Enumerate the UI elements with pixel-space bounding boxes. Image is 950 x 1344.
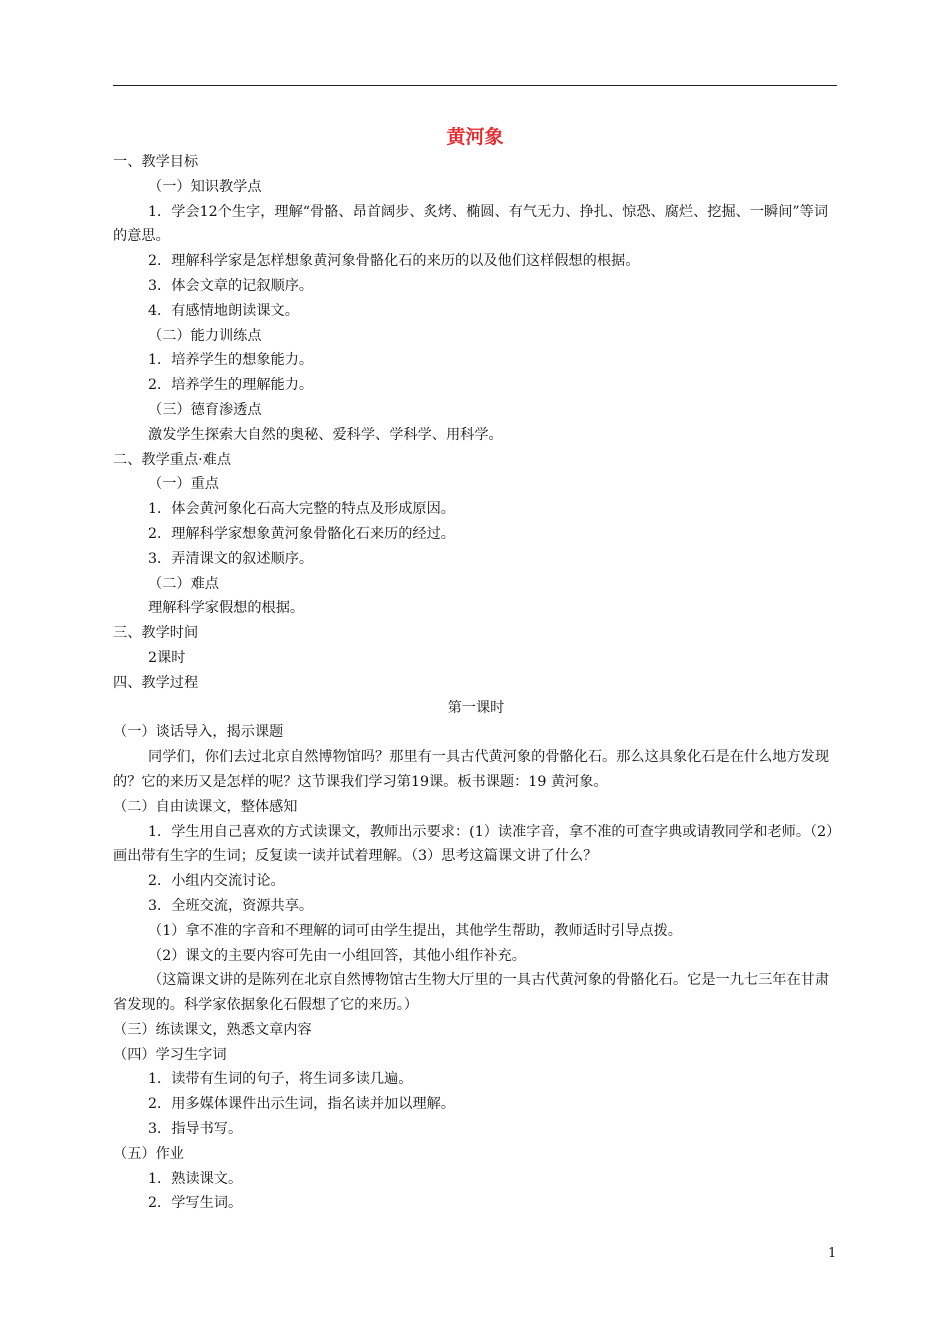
paragraph: 1．培养学生的想象能力。	[148, 352, 314, 369]
document-body	[113, 150, 839, 1216]
paragraph: 1．读带有生词的句子，将生词多读几遍。	[148, 1071, 413, 1088]
paragraph: 1．学会12个生字，理解“骨骼、昂首阔步、炙烤、椭圆、有气无力、挣扎、惊恐、腐烂、挖掘、一瞬间”等词的意思。	[113, 203, 829, 245]
section-subheading: 第一课时	[447, 699, 505, 716]
paragraph: 2．学写生词。	[148, 1195, 243, 1212]
heading: （三）练读课文，熟悉文章内容	[113, 1021, 312, 1038]
heading: （二）自由读课文，整体感知	[113, 798, 298, 815]
paragraph: 3．弄清课文的叙述顺序。	[148, 550, 314, 567]
heading: 三、教学时间	[113, 625, 199, 642]
paragraph: （一）知识教学点	[148, 178, 262, 195]
paragraph: （2）课文的主要内容可先由一小组回答，其他小组作补充。	[148, 947, 526, 964]
paragraph: 激发学生探索大自然的奥秘、爱科学、学科学、用科学。	[148, 426, 503, 443]
paragraph: 1．学生用自己喜欢的方式读课文，教师出示要求：(1）读准字音，拿不准的可查字典或请教同学和老师。（2）画出带有生字的生词；反复读一读并试着理解。（3）思考这篇课文讲了什么？	[113, 823, 834, 865]
heading: （一）谈话导入，揭示课题	[113, 724, 284, 741]
paragraph: （二）难点	[148, 575, 219, 592]
paragraph: 2课时	[148, 649, 186, 666]
paragraph: （三）德育渗透点	[148, 401, 262, 418]
heading: 四、教学过程	[113, 674, 199, 691]
header-rule	[113, 85, 837, 86]
paragraph: 2．理解科学家想象黄河象骨骼化石来历的经过。	[148, 525, 455, 542]
heading: 一、教学目标	[113, 154, 199, 170]
paragraph: （一）重点	[148, 476, 219, 493]
document-title: 黄河象	[446, 126, 504, 148]
paragraph: 4．有感情地朗读课文。	[148, 302, 299, 319]
paragraph: 1．熟读课文。	[148, 1170, 243, 1187]
paragraph: 同学们，你们去过北京自然博物馆吗？那里有一具古代黄河象的骨骼化石。那么这具象化石是在什么地方发现的？它的来历又是怎样的呢？这节课我们学习第19课。板书课题：19 黄河象。	[113, 749, 830, 790]
paragraph: 理解科学家假想的根据。	[148, 600, 305, 617]
paragraph: 3．体会文章的记叙顺序。	[148, 277, 314, 294]
paragraph: （二）能力训练点	[148, 327, 262, 344]
heading: （四）学习生字词	[113, 1046, 227, 1063]
heading: （五）作业	[113, 1145, 184, 1162]
page-number: 1	[828, 1246, 837, 1261]
paragraph: 2．用多媒体课件出示生词，指名读并加以理解。	[148, 1096, 455, 1113]
paragraph: （这篇课文讲的是陈列在北京自然博物馆古生物大厅里的一具古代黄河象的骨骼化石。它是一九七三年在甘肃省发现的。科学家依据象化石假想了它的来历。）	[113, 972, 830, 1014]
paragraph: 3．指导书写。	[148, 1121, 243, 1138]
paragraph: （1）拿不准的字音和不理解的词可由学生提出，其他学生帮助，教师适时引导点拨。	[148, 922, 682, 939]
paragraph: 2．培养学生的理解能力。	[148, 377, 314, 394]
paragraph: 2．小组内交流讨论。	[148, 873, 285, 890]
paragraph: 3．全班交流，资源共享。	[148, 897, 314, 914]
paragraph: 1．体会黄河象化石高大完整的特点及形成原因。	[148, 501, 455, 518]
heading: 二、教学重点·难点	[113, 451, 232, 468]
paragraph: 2．理解科学家是怎样想象黄河象骨骼化石的来历的以及他们这样假想的根据。	[148, 253, 640, 270]
